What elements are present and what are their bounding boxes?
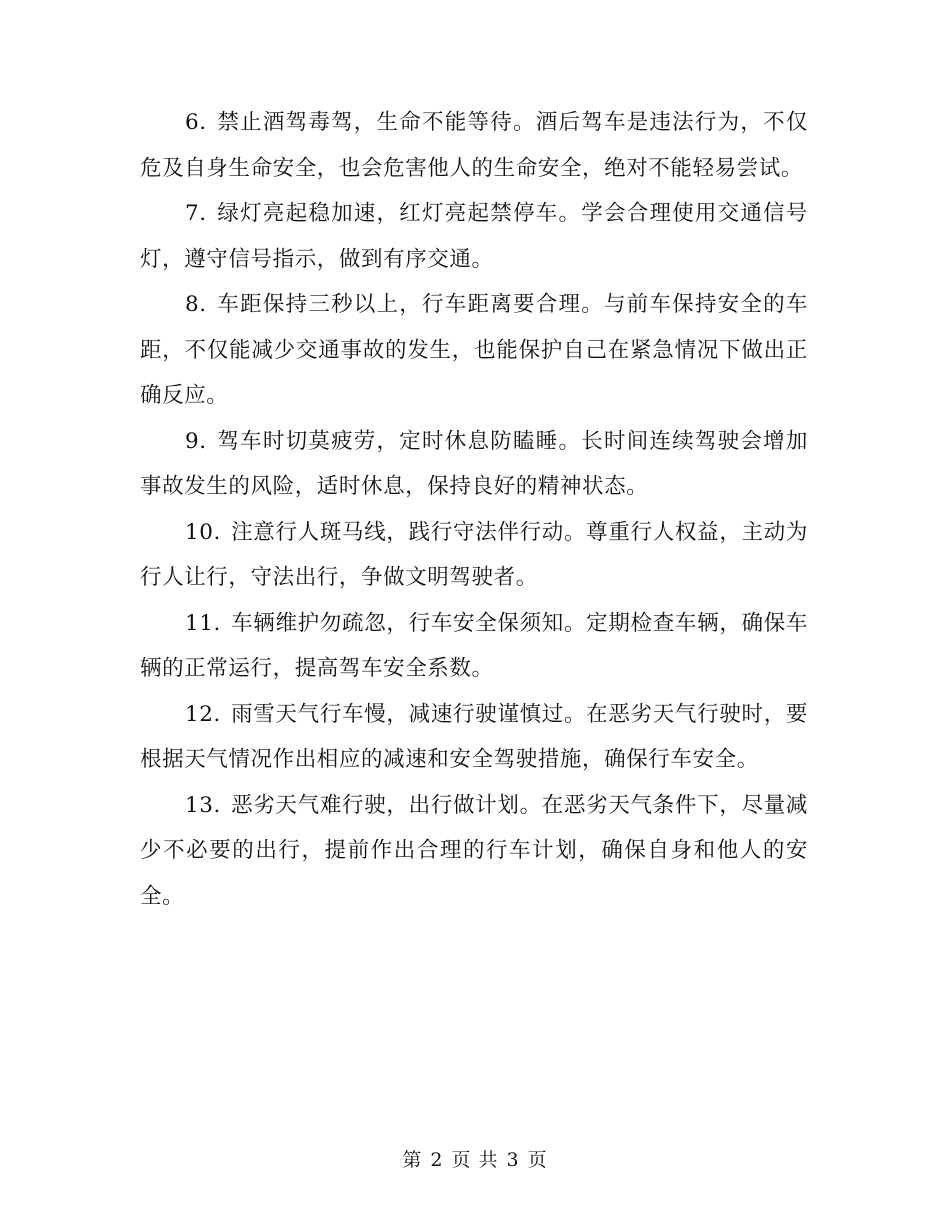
item-number: 10. <box>185 519 221 545</box>
paragraph-item-7 <box>140 191 808 282</box>
item-text: 绿灯亮起稳加速，红灯亮起禁停车。学会合理使用交通信号灯，遵守信号指示，做到有序交通。 <box>140 201 808 272</box>
item-number: 6. <box>185 110 207 135</box>
current-page-number: 2 <box>430 1149 444 1171</box>
footer-prefix: 第 <box>402 1149 423 1171</box>
paragraph-item-6 <box>140 100 808 191</box>
paragraph-item-8 <box>140 282 808 419</box>
footer-middle: 页 共 <box>451 1149 499 1171</box>
paragraph-item-12 <box>140 692 808 783</box>
item-text: 驾车时切莫疲劳，定时休息防瞌睡。长时间连续驾驶会增加事故发生的风险，适时休息，保持良好的精神状态。 <box>140 428 808 499</box>
item-text: 雨雪天气行车慢，减速行驶谨慎过。在恶劣天气行驶时，要根据天气情况作出相应的减速和安全驾驶措施，确保行车安全。 <box>140 701 808 772</box>
item-text: 注意行人斑马线，践行守法伴行动。尊重行人权益，主动为行人让行，守法出行，争做文明驾驶者。 <box>140 519 808 590</box>
item-number: 7. <box>185 201 207 226</box>
paragraph-item-13 <box>140 783 808 920</box>
item-text: 恶劣天气难行驶，出行做计划。在恶劣天气条件下，尽量减少不必要的出行，提前作出合理的行车计划，确保自身和他人的安全。 <box>140 792 808 909</box>
paragraph-item-9 <box>140 419 808 510</box>
document-body <box>140 100 808 919</box>
item-text: 车距保持三秒以上，行车距离要合理。与前车保持安全的车距，不仅能减少交通事故的发生，也能保护自己在紧急情况下做出正确反应。 <box>140 292 808 408</box>
item-number: 13. <box>185 792 221 818</box>
item-text: 车辆维护勿疏忽，行车安全保须知。定期检查车辆，确保车辆的正常运行，提高驾车安全系数。 <box>140 610 808 681</box>
item-text: 禁止酒驾毒驾，生命不能等待。酒后驾车是违法行为，不仅危及自身生命安全，也会危害他人的生命安全，绝对不能轻易尝试。 <box>140 110 808 181</box>
item-number: 9. <box>185 428 207 454</box>
page-footer <box>0 1146 950 1174</box>
paragraph-item-11 <box>140 601 808 692</box>
paragraph-item-10 <box>140 510 808 601</box>
item-number: 11. <box>185 610 221 636</box>
footer-suffix: 页 <box>527 1149 548 1171</box>
total-page-count: 3 <box>506 1149 520 1171</box>
item-number: 12. <box>185 701 221 727</box>
item-number: 8. <box>185 292 207 317</box>
